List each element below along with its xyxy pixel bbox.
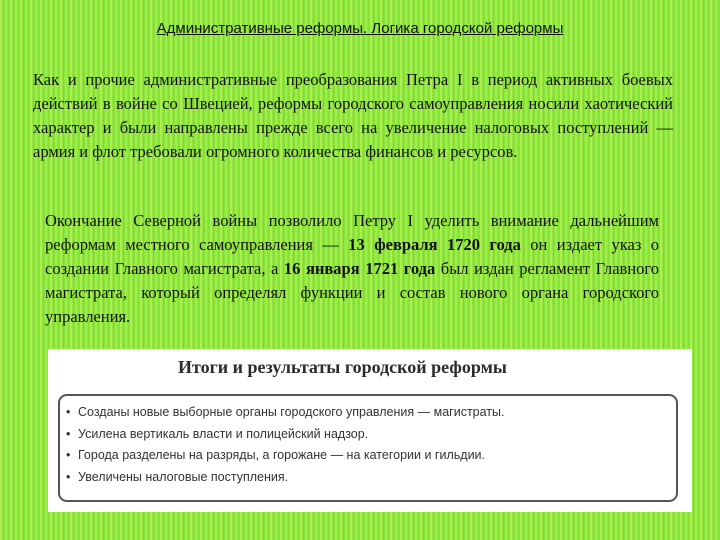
bullet-icon: • <box>66 469 71 484</box>
results-panel <box>48 349 692 512</box>
bullet-icon: • <box>66 405 71 419</box>
reform-text-part2: он издает указ о создании Главного магистрата, а <box>45 235 660 278</box>
results-heading: Итоги и результаты городской реформы <box>178 357 507 377</box>
results-item <box>64 467 676 489</box>
results-item <box>64 445 676 467</box>
reform-text-part1: Окончание Северной войны позволило Петру I уделить внимание дальнейшим реформам местного самоуправления — <box>45 211 659 254</box>
bullet-icon: • <box>66 448 71 462</box>
results-item <box>64 402 676 424</box>
results-item-text: Усилена вертикаль власти и полицейский надзор. <box>78 426 369 441</box>
results-item-text: Созданы новые выборные органы городского управления — магистраты. <box>78 405 505 419</box>
results-box <box>58 394 678 502</box>
results-list <box>60 396 676 488</box>
slide-title: Административные реформы. Логика городской реформы <box>156 20 564 37</box>
intro-paragraph: Как и прочие административные преобразования Петра I в период активных боевых действий в войне со Швецией, реформы городского самоуправления носили хаотический характер и были направлены прежде всего на увеличение налоговых поступлений — армия и флот требовали огромного количества финансов и ресурсов. <box>33 70 673 161</box>
results-item-text: Города разделены на разряды, а горожане — на категории и гильдии. <box>78 448 486 462</box>
results-item-text: Увеличены налоговые поступления. <box>78 469 289 484</box>
date-magistrate-regulation: 16 января 1721 года <box>283 259 436 278</box>
results-item <box>64 424 676 446</box>
date-magistrate-decree: 13 февраля 1720 года <box>348 235 521 254</box>
reform-paragraph <box>45 209 659 329</box>
bullet-icon: • <box>66 426 71 441</box>
reform-text-part3: был издан регламент Главного магистрата, который определял функции и состав нового органа городского управления. <box>45 259 660 326</box>
